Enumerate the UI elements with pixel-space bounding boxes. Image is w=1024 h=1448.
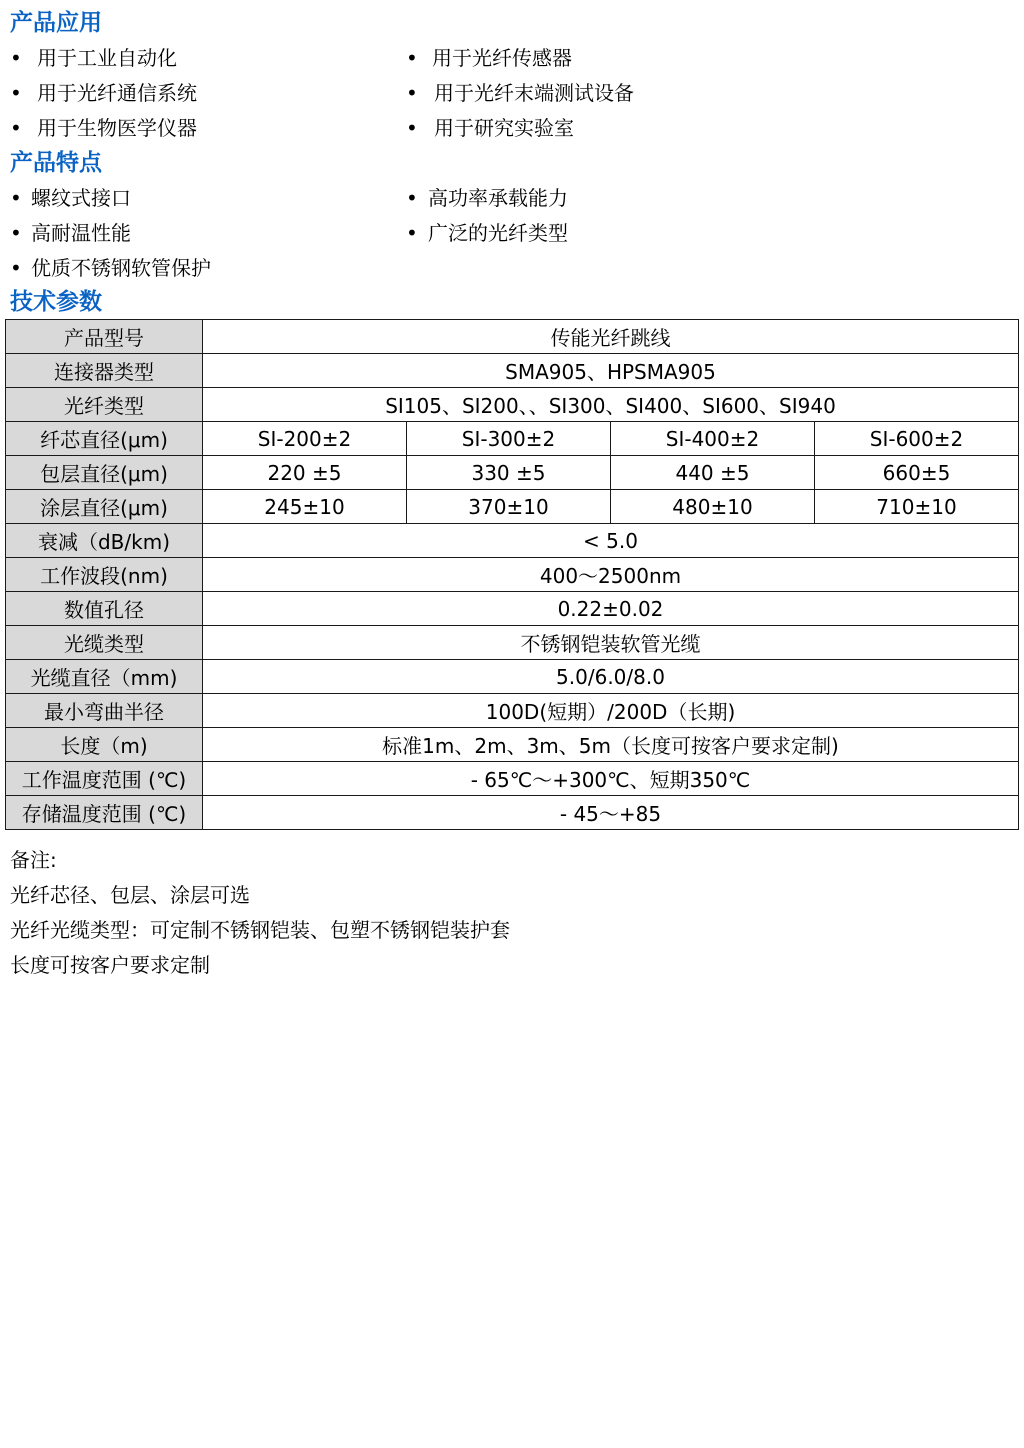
spec-value: < 5.0	[203, 524, 1019, 558]
specs-heading: 技术参数	[10, 289, 102, 315]
spec-value: 标准1m、2m、3m、5m（长度可按客户要求定制)	[203, 728, 1019, 762]
spec-label: 光缆直径（mm)	[6, 660, 203, 694]
note-line: 光纤芯径、包层、涂层可选	[10, 883, 250, 907]
feature-item: • 螺纹式接口	[10, 186, 131, 210]
table-row	[6, 762, 1019, 796]
spec-label: 工作温度范围 (℃)	[6, 762, 203, 796]
application-item: • 用于生物医学仪器	[10, 116, 197, 140]
spec-cell: 245±10	[203, 490, 407, 524]
application-item: • 用于光纤通信系统	[10, 81, 197, 105]
spec-cell: SI-400±2	[611, 422, 815, 456]
spec-label: 存储温度范围 (℃)	[6, 796, 203, 830]
spec-value: 不锈钢铠装软管光缆	[203, 626, 1019, 660]
spec-cell: SI-300±2	[407, 422, 611, 456]
application-heading: 产品应用	[10, 10, 102, 36]
spec-cell: 710±10	[815, 490, 1019, 524]
table-row	[6, 320, 1019, 354]
feature-item: • 高耐温性能	[10, 221, 131, 245]
table-row	[6, 660, 1019, 694]
application-item: • 用于研究实验室	[406, 116, 574, 140]
feature-item: • 高功率承载能力	[406, 186, 568, 210]
table-row	[6, 728, 1019, 762]
spec-cell: 330 ±5	[407, 456, 611, 490]
spec-value: 400～2500nm	[203, 558, 1019, 592]
table-row	[6, 796, 1019, 830]
spec-value: SMA905、HPSMA905	[203, 354, 1019, 388]
spec-value: - 45～+85	[203, 796, 1019, 830]
spec-label: 连接器类型	[6, 354, 203, 388]
spec-value: 0.22±0.02	[203, 592, 1019, 626]
spec-label: 光缆类型	[6, 626, 203, 660]
note-line: 长度可按客户要求定制	[10, 953, 210, 977]
application-item: • 用于光纤传感器	[406, 46, 572, 70]
table-row	[6, 694, 1019, 728]
spec-label: 涂层直径(μm)	[6, 490, 203, 524]
spec-cell: 660±5	[815, 456, 1019, 490]
spec-cell: 370±10	[407, 490, 611, 524]
spec-label: 工作波段(nm)	[6, 558, 203, 592]
spec-cell: 480±10	[611, 490, 815, 524]
spec-cell: 440 ±5	[611, 456, 815, 490]
table-row	[6, 592, 1019, 626]
features-heading: 产品特点	[10, 150, 102, 176]
feature-item: • 优质不锈钢软管保护	[10, 256, 211, 280]
spec-label: 长度（m)	[6, 728, 203, 762]
spec-value: 100D(短期）/200D（长期)	[203, 694, 1019, 728]
table-row	[6, 626, 1019, 660]
spec-value: SI105、SI200、、SI300、SI400、SI600、SI940	[203, 388, 1019, 422]
spec-label: 包层直径(μm)	[6, 456, 203, 490]
note-line: 光纤光缆类型：可定制不锈钢铠装、包塑不锈钢铠装护套	[10, 918, 510, 942]
feature-item: • 广泛的光纤类型	[406, 221, 568, 245]
notes-heading: 备注:	[10, 848, 57, 872]
spec-label: 数值孔径	[6, 592, 203, 626]
table-row	[6, 354, 1019, 388]
spec-cell: SI-600±2	[815, 422, 1019, 456]
spec-value: - 65℃～+300℃、短期350℃	[203, 762, 1019, 796]
spec-label: 产品型号	[6, 320, 203, 354]
spec-label: 衰减（dB/km)	[6, 524, 203, 558]
spec-label: 最小弯曲半径	[6, 694, 203, 728]
spec-cell: 220 ±5	[203, 456, 407, 490]
spec-table	[5, 319, 1019, 830]
spec-cell: SI-200±2	[203, 422, 407, 456]
application-item: • 用于光纤末端测试设备	[406, 81, 634, 105]
application-item: • 用于工业自动化	[10, 46, 177, 70]
spec-value: 传能光纤跳线	[203, 320, 1019, 354]
spec-value: 5.0/6.0/8.0	[203, 660, 1019, 694]
table-row	[6, 456, 1019, 490]
table-row	[6, 490, 1019, 524]
table-row	[6, 422, 1019, 456]
table-row	[6, 524, 1019, 558]
spec-label: 光纤类型	[6, 388, 203, 422]
table-row	[6, 558, 1019, 592]
table-row	[6, 388, 1019, 422]
spec-label: 纤芯直径(μm)	[6, 422, 203, 456]
